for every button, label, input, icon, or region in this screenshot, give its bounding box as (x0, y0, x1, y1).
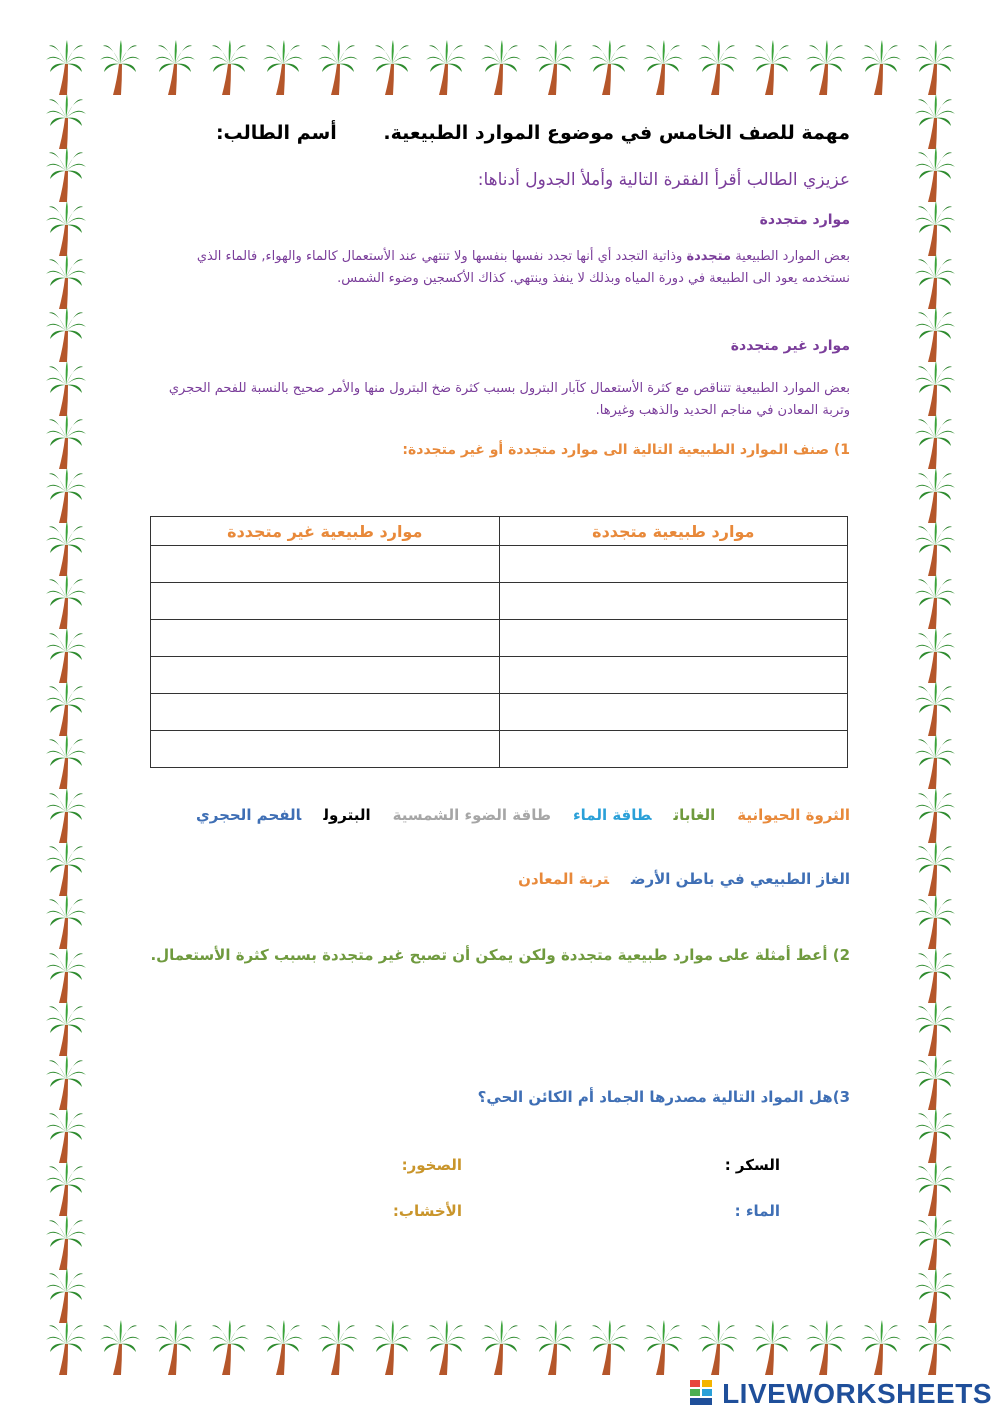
table-row (151, 731, 848, 768)
nonrenewable-answer-cell[interactable] (151, 583, 500, 620)
renewable-text-end: وذاتية التجدد أي أنها تجدد نفسها بنفسها ولا تنتهي عند الأستعمال كالماء والهواء, فالماء الذي نستخدمه يعود الى الطبيعة في دورة المياه وبذلك لا ينفذ وينتهي. كذاك الأكسجين وضوء الشمس. (196, 249, 850, 286)
palm-tree-icon (46, 414, 86, 470)
palm-tree-icon (752, 40, 792, 96)
renewable-answer-cell[interactable] (499, 546, 848, 583)
palm-tree-icon (806, 1320, 846, 1376)
palm-tree-icon (481, 1320, 521, 1376)
renewable-heading: موارد متجددة (759, 212, 850, 228)
palm-tree-icon (915, 1268, 955, 1324)
table-row (151, 583, 848, 620)
nonrenewable-answer-cell[interactable] (151, 620, 500, 657)
palm-tree-icon (46, 788, 86, 844)
palm-tree-icon (915, 894, 955, 950)
word-bank-item[interactable]: البترول (323, 806, 371, 824)
palm-tree-icon (915, 734, 955, 790)
palm-tree-icon (372, 1320, 412, 1376)
word-bank-item[interactable]: الغابات (673, 806, 716, 824)
question-1: 1) صنف الموارد الطبيعية التالية الى موارد متجددة أو غير متجددة: (402, 442, 850, 458)
item-rocks: الصخور: (401, 1156, 462, 1174)
palm-tree-icon (915, 1108, 955, 1164)
table-row (151, 657, 848, 694)
palm-tree-icon (46, 1215, 86, 1271)
palm-tree-icon (915, 521, 955, 577)
palm-tree-icon (263, 1320, 303, 1376)
renewable-bold-word: متجددة (686, 249, 732, 264)
word-bank-row-1 (150, 806, 850, 824)
renewable-column-header: موارد طبيعية متجددة (499, 517, 848, 546)
palm-tree-icon (752, 1320, 792, 1376)
palm-tree-icon (861, 40, 901, 96)
palm-tree-icon (915, 788, 955, 844)
classification-table (150, 516, 848, 768)
question-2: 2) أعط أمثلة على موارد طبيعية متجددة ولكن يمكن أن تصبح غير متجددة بسبب كثرة الأستعمال. (150, 946, 850, 964)
nonrenewable-column-header: موارد طبيعية غير متجددة (151, 517, 500, 546)
renewable-answer-cell[interactable] (499, 620, 848, 657)
worksheet-title: مهمة للصف الخامس في موضوع الموارد الطبيعية. (383, 122, 850, 144)
word-bank-item[interactable]: الثروة الحيوانية (737, 806, 850, 824)
palm-tree-icon (426, 1320, 466, 1376)
palm-tree-icon (46, 574, 86, 630)
palm-tree-icon (426, 40, 466, 96)
palm-tree-icon (915, 307, 955, 363)
palm-tree-icon (46, 1320, 86, 1376)
palm-tree-icon (915, 254, 955, 310)
liveworksheets-logo-icon (690, 1380, 712, 1406)
palm-tree-icon (806, 40, 846, 96)
palm-tree-icon (46, 948, 86, 1004)
palm-tree-icon (643, 40, 683, 96)
palm-tree-icon (698, 1320, 738, 1376)
item-wood: الأخشاب: (392, 1202, 462, 1220)
palm-tree-icon (155, 1320, 195, 1376)
palm-tree-icon (915, 841, 955, 897)
word-bank-item[interactable]: تربة المعادن (518, 870, 609, 888)
palm-tree-icon (46, 734, 86, 790)
palm-tree-icon (861, 1320, 901, 1376)
word-bank-item[interactable]: طاقة الضوء الشمسية (392, 806, 551, 824)
palm-tree-icon (915, 468, 955, 524)
palm-tree-icon (46, 147, 86, 203)
item-water: الماء : (734, 1202, 780, 1220)
palm-tree-icon (915, 1320, 955, 1376)
palm-tree-icon (46, 628, 86, 684)
palm-tree-icon (46, 1268, 86, 1324)
palm-tree-icon (915, 681, 955, 737)
nonrenewable-answer-cell[interactable] (151, 657, 500, 694)
palm-tree-icon (915, 1161, 955, 1217)
word-bank-row-2 (150, 870, 850, 888)
renewable-answer-cell[interactable] (499, 583, 848, 620)
renewable-text-start: بعض الموارد الطبيعية (735, 249, 850, 264)
palm-tree-icon (100, 40, 140, 96)
palm-tree-icon (46, 1108, 86, 1164)
palm-tree-icon (915, 1055, 955, 1111)
palm-tree-icon (915, 40, 955, 96)
page-title (150, 122, 850, 144)
palm-tree-icon (46, 1161, 86, 1217)
palm-tree-icon (318, 1320, 358, 1376)
palm-tree-icon (46, 1055, 86, 1111)
palm-tree-icon (155, 40, 195, 96)
palm-tree-icon (915, 201, 955, 257)
palm-tree-icon (46, 681, 86, 737)
renewable-paragraph (150, 246, 850, 290)
nonrenewable-answer-cell[interactable] (151, 731, 500, 768)
palm-tree-icon (915, 574, 955, 630)
palm-tree-icon (318, 40, 358, 96)
palm-tree-icon (263, 40, 303, 96)
palm-tree-icon (535, 40, 575, 96)
palm-tree-icon (46, 361, 86, 417)
palm-tree-icon (915, 628, 955, 684)
liveworksheets-brand: LIVEWORKSHEETS (722, 1378, 992, 1409)
palm-tree-icon (46, 40, 86, 96)
table-row (151, 620, 848, 657)
palm-tree-icon (46, 1001, 86, 1057)
question-3: 3)هل المواد التالية مصدرها الجماد أم الكائن الحي؟ (477, 1088, 850, 1106)
palm-tree-icon (915, 1215, 955, 1271)
palm-tree-icon (209, 1320, 249, 1376)
palm-tree-icon (915, 147, 955, 203)
palm-tree-icon (46, 468, 86, 524)
table-row (151, 694, 848, 731)
palm-tree-icon (209, 40, 249, 96)
student-name-label: أسم الطالب: (215, 122, 337, 144)
palm-tree-icon (46, 94, 86, 150)
palm-tree-icon (372, 40, 412, 96)
palm-tree-icon (915, 414, 955, 470)
palm-tree-icon (698, 40, 738, 96)
palm-tree-icon (915, 1001, 955, 1057)
item-sugar: السكر : (724, 1156, 780, 1174)
nonrenewable-answer-cell[interactable] (151, 694, 500, 731)
palm-tree-icon (915, 361, 955, 417)
word-bank-item[interactable]: طاقة الماء (572, 806, 652, 824)
palm-tree-icon (46, 894, 86, 950)
palm-tree-icon (915, 94, 955, 150)
word-bank-item[interactable]: الفحم الحجري (195, 806, 302, 824)
palm-tree-icon (589, 40, 629, 96)
palm-tree-icon (100, 1320, 140, 1376)
table-row (151, 546, 848, 583)
palm-tree-icon (643, 1320, 683, 1376)
word-bank-item[interactable]: الغاز الطبيعي في باطن الأرض (630, 870, 850, 888)
palm-tree-icon (46, 254, 86, 310)
renewable-answer-cell[interactable] (499, 731, 848, 768)
renewable-answer-cell[interactable] (499, 694, 848, 731)
palm-tree-icon (46, 521, 86, 577)
palm-tree-icon (46, 307, 86, 363)
intro-instruction: عزيزي الطالب أقرأ الفقرة التالية وأملأ الجدول أدناها: (477, 170, 850, 190)
palm-tree-icon (915, 948, 955, 1004)
palm-tree-icon (589, 1320, 629, 1376)
nonrenewable-paragraph: بعض الموارد الطبيعية تتناقص مع كثرة الأستعمال كآبار البترول بسبب كثرة ضخ البترول منها والأمر صحيح بالنسبة للفحم الحجري وتربة المعادن في مناجم الحديد والذهب وغيرها. (168, 381, 850, 418)
palm-tree-icon (46, 841, 86, 897)
palm-tree-icon (46, 201, 86, 257)
nonrenewable-answer-cell[interactable] (151, 546, 500, 583)
palm-tree-icon (481, 40, 521, 96)
palm-tree-icon (535, 1320, 575, 1376)
nonrenewable-heading: موارد غير متجددة (730, 338, 850, 354)
renewable-answer-cell[interactable] (499, 657, 848, 694)
